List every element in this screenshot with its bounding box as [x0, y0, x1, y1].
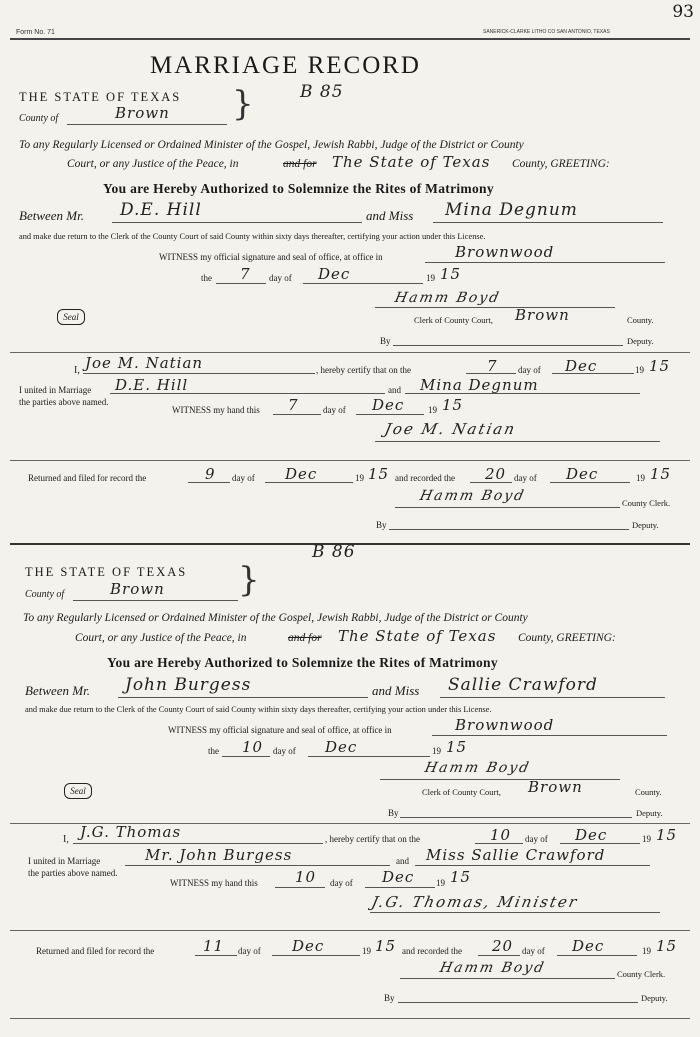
- license-day: 7: [240, 265, 251, 283]
- day-of-label: day of: [232, 473, 255, 483]
- united-groom: Mr. John Burgess: [145, 846, 293, 864]
- return-text: and make due return to the Clerk of the County Court of said County within sixty days thereafter, certifying your action under this License.: [19, 232, 486, 241]
- witness-year: 15: [450, 868, 472, 886]
- marriage-year: 15: [649, 357, 671, 375]
- the-label: the: [201, 273, 212, 283]
- preamble-line-1: To any Regularly Licensed or Ordained Minister of the Gospel, Jewish Rabbi, Judge of the District or County: [19, 139, 524, 151]
- marriage-day: 7: [487, 357, 498, 375]
- office-place: Brownwood: [455, 716, 555, 734]
- county-clerk-label: County Clerk.: [622, 498, 671, 508]
- authorized-heading: You are Hereby Authorized to Solemnize the Rites of Matrimony: [103, 181, 494, 196]
- witness-hand-label: WITNESS my hand this: [172, 405, 260, 415]
- witness-day: 7: [288, 396, 299, 414]
- license-year: 15: [440, 265, 462, 283]
- preamble-line-2b: County, GREETING:: [518, 632, 616, 644]
- recorded-day: 20: [485, 465, 507, 483]
- by-label: By: [376, 520, 387, 530]
- day-of-label: day of: [238, 946, 261, 956]
- record-number: B 85: [300, 82, 344, 102]
- preamble-line-2a: Court, or any Justice of the Peace, in: [75, 632, 247, 644]
- recorded-day: 20: [492, 937, 514, 955]
- officiant-i: I,: [63, 834, 69, 845]
- seal-stamp: Seal: [57, 309, 85, 325]
- year-prefix: 19: [642, 946, 651, 956]
- recorded-label: and recorded the: [402, 946, 462, 956]
- certify-text: , hereby certify that on the: [325, 834, 420, 844]
- county-value: Brown: [110, 580, 165, 598]
- and-for-struck: and for: [283, 158, 317, 170]
- marriage-day: 10: [490, 826, 512, 844]
- returned-day: 9: [205, 465, 216, 483]
- county-clerk-signature: Hamm Boyd: [438, 960, 547, 976]
- officiant-name: Joe M. Natian: [85, 354, 204, 372]
- day-of-label: day of: [522, 946, 545, 956]
- united-label: I united in Marriage: [19, 385, 92, 395]
- preamble-line-2b: County, GREETING:: [512, 158, 610, 170]
- marriage-year: 15: [656, 826, 678, 844]
- record-number: B 86: [312, 542, 356, 562]
- by-label: By: [388, 808, 399, 818]
- parties-label: the parties above named.: [28, 868, 118, 878]
- year-prefix: 19: [355, 473, 364, 483]
- witness-day: 10: [295, 868, 317, 886]
- recorded-year: 15: [656, 937, 678, 955]
- bride-name: Sallie Crawford: [448, 675, 598, 695]
- clerk-county: Brown: [528, 778, 583, 796]
- witness-hand-label: WITNESS my hand this: [170, 878, 258, 888]
- united-label: I united in Marriage: [28, 856, 101, 866]
- officiant-signature: Joe M. Natian: [383, 420, 519, 438]
- deputy-label: Deputy.: [627, 336, 654, 346]
- miss-label: and Miss: [366, 208, 414, 223]
- office-place: Brownwood: [455, 243, 555, 261]
- returned-label: Returned and filed for record the: [28, 473, 147, 483]
- and-for-struck: and for: [288, 632, 322, 644]
- officiant-signature: J.G. Thomas, Minister: [370, 893, 581, 911]
- license-month: Dec: [325, 738, 358, 756]
- license-month: Dec: [318, 265, 351, 283]
- returned-day: 11: [203, 937, 225, 955]
- witness-text: WITNESS my official signature and seal of office, at office in: [168, 725, 392, 735]
- preamble-line-1: To any Regularly Licensed or Ordained Minister of the Gospel, Jewish Rabbi, Judge of the District or County: [23, 612, 528, 624]
- authorized-heading: You are Hereby Authorized to Solemnize the Rites of Matrimony: [107, 655, 498, 670]
- printer-credit: SANERICK-CLARKE LITHO CO SAN ANTONIO, TEXAS: [483, 29, 610, 35]
- county-end-label: County.: [627, 315, 654, 325]
- preamble-line-2a: Court, or any Justice of the Peace, in: [67, 158, 239, 170]
- bride-name: Mina Degnum: [445, 200, 578, 220]
- county-label: County of: [19, 113, 59, 124]
- state-label: THE STATE OF TEXAS: [19, 90, 182, 104]
- license-year: 15: [446, 738, 468, 756]
- day-of-label: day of: [330, 878, 353, 888]
- day-of-label: day of: [514, 473, 537, 483]
- greeting-county: The State of Texas: [338, 627, 497, 645]
- clerk-label: Clerk of County Court,: [414, 315, 493, 325]
- marriage-month: Dec: [575, 826, 608, 844]
- day-of-label: day of: [273, 746, 296, 756]
- year-prefix: 19: [428, 405, 437, 415]
- by-label: By: [384, 993, 395, 1003]
- recorded-year: 15: [650, 465, 672, 483]
- clerk-label: Clerk of County Court,: [422, 787, 501, 797]
- year-prefix: 19: [636, 473, 645, 483]
- day-of-label: day of: [518, 365, 541, 375]
- return-text: and make due return to the Clerk of the County Court of said County within sixty days thereafter, certifying your action under this License.: [25, 705, 492, 714]
- page-title: MARRIAGE RECORD: [150, 52, 421, 79]
- license-day: 10: [242, 738, 264, 756]
- returned-year: 15: [368, 465, 390, 483]
- united-bride: Mina Degnum: [420, 376, 539, 394]
- year-prefix: 19: [362, 946, 371, 956]
- witness-year: 15: [442, 396, 464, 414]
- certify-text: , hereby certify that on the: [316, 365, 411, 375]
- recorded-month: Dec: [566, 465, 599, 483]
- witness-month: Dec: [382, 868, 415, 886]
- brace: }: [238, 560, 260, 600]
- county-end-label: County.: [635, 787, 662, 797]
- seal-stamp: Seal: [64, 783, 92, 799]
- groom-name: John Burgess: [125, 675, 252, 695]
- deputy-label: Deputy.: [636, 808, 663, 818]
- year-prefix: 19: [635, 365, 644, 375]
- clerk-signature: Hamm Boyd: [393, 290, 502, 306]
- between-label: Between Mr.: [25, 683, 90, 698]
- the-label: the: [208, 746, 219, 756]
- miss-label: and Miss: [372, 683, 420, 698]
- county-value: Brown: [115, 104, 170, 122]
- deputy-label: Deputy.: [632, 520, 659, 530]
- state-label: THE STATE OF TEXAS: [25, 565, 188, 579]
- clerk-signature: Hamm Boyd: [423, 760, 532, 776]
- united-groom: D.E. Hill: [115, 376, 189, 394]
- bottom-rule: [10, 1018, 690, 1019]
- united-bride: Miss Sallie Crawford: [426, 846, 606, 864]
- brace: }: [232, 84, 254, 124]
- groom-name: D.E. Hill: [120, 200, 202, 220]
- and-label: and: [388, 385, 401, 395]
- county-label: County of: [25, 589, 65, 600]
- witness-month: Dec: [372, 396, 405, 414]
- day-of-label: day of: [269, 273, 292, 283]
- witness-text: WITNESS my official signature and seal of office, at office in: [159, 252, 383, 262]
- returned-year: 15: [375, 937, 397, 955]
- between-label: Between Mr.: [19, 208, 84, 223]
- by-label: By: [380, 336, 391, 346]
- year-prefix: 19: [432, 746, 441, 756]
- officiant-i: I,: [74, 365, 80, 376]
- clerk-county: Brown: [515, 306, 570, 324]
- year-prefix: 19: [436, 878, 445, 888]
- top-rule: [10, 38, 690, 40]
- deputy-label: Deputy.: [641, 993, 668, 1003]
- year-prefix: 19: [642, 834, 651, 844]
- county-clerk-signature: Hamm Boyd: [418, 488, 527, 504]
- and-label: and: [396, 856, 409, 866]
- officiant-name: J.G. Thomas: [80, 823, 182, 841]
- greeting-county: The State of Texas: [332, 153, 491, 171]
- day-of-label: day of: [323, 405, 346, 415]
- parties-label: the parties above named.: [19, 397, 109, 407]
- returned-month: Dec: [285, 465, 318, 483]
- county-clerk-label: County Clerk.: [617, 969, 666, 979]
- day-of-label: day of: [525, 834, 548, 844]
- form-number: Form No. 71: [16, 29, 55, 36]
- page-number: 93: [672, 2, 694, 22]
- returned-label: Returned and filed for record the: [36, 946, 155, 956]
- recorded-label: and recorded the: [395, 473, 455, 483]
- recorded-month: Dec: [572, 937, 605, 955]
- year-prefix: 19: [426, 273, 435, 283]
- marriage-month: Dec: [565, 357, 598, 375]
- returned-month: Dec: [292, 937, 325, 955]
